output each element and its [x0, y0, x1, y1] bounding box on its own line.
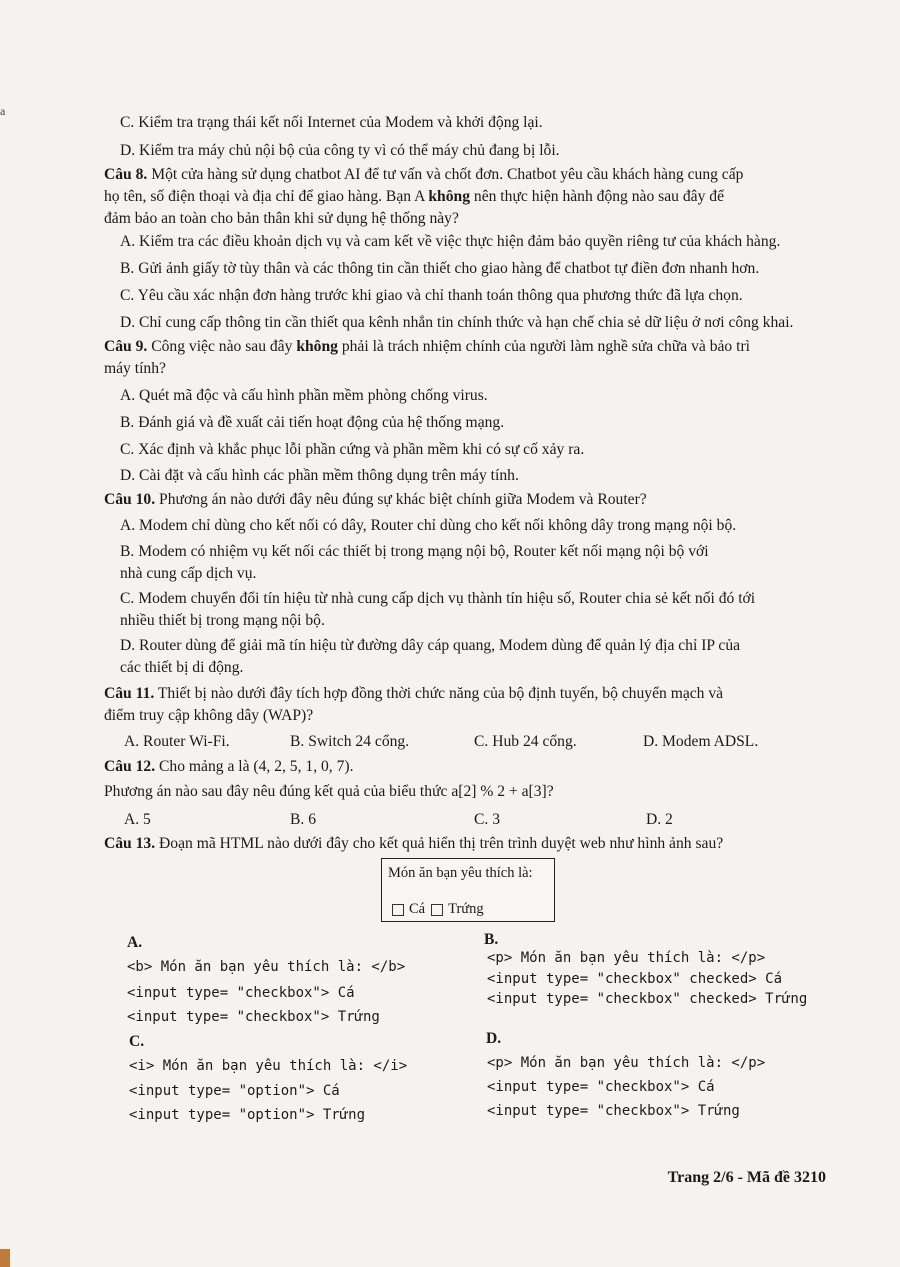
figure-option-2: Trứng: [448, 901, 484, 917]
q13-option-a-code-3: <input type= "checkbox"> Trứng: [127, 1009, 380, 1025]
q13-option-c-code-2: <input type= "option"> Cá: [129, 1083, 340, 1099]
q13-option-b-code-1: <p> Món ăn bạn yêu thích là: </p>: [487, 950, 766, 966]
q9-option-b: B. Đánh giá và đề xuất cải tiến hoạt động của hệ thống mạng.: [120, 414, 505, 431]
q13-option-c-code-1: <i> Món ăn bạn yêu thích là: </i>: [129, 1058, 408, 1074]
q8-label: Câu 8.: [104, 166, 148, 183]
q13-option-c-label: C.: [129, 1033, 145, 1050]
scan-edge-mark: [0, 1249, 10, 1267]
q13-option-a-label: A.: [127, 934, 143, 951]
q12-option-c: C. 3: [474, 811, 500, 828]
q11-stem-line1: Câu 11. Thiết bị nào dưới đây tích hợp đồng thời chức năng của bộ định tuyến, bộ chuyển mạch và: [104, 685, 724, 702]
q8-stem-line2: họ tên, số điện thoại và địa chỉ để giao hàng. Bạn A không nên thực hiện hành động nào sau đây để: [104, 188, 724, 205]
q10-stem: Câu 10. Phương án nào dưới đây nêu đúng sự khác biệt chính giữa Modem và Router?: [104, 491, 647, 508]
q13-browser-figure: [381, 858, 555, 922]
q12-stem-line1: Câu 12. Cho mảng a là (4, 2, 5, 1, 0, 7).: [104, 758, 354, 775]
q12-stem-line2: Phương án nào sau đây nêu đúng kết quả của biểu thức a[2] % 2 + a[3]?: [104, 783, 554, 800]
page-footer: Trang 2/6 - Mã đề 3210: [667, 1169, 826, 1186]
q8-option-a: A. Kiểm tra các điều khoản dịch vụ và cam kết về việc thực hiện đảm bảo quyền riêng tư của khách hàng.: [120, 233, 781, 250]
q10-option-c-line2: nhiều thiết bị trong mạng nội bộ.: [120, 612, 325, 629]
q8-option-d: D. Chỉ cung cấp thông tin cần thiết qua kênh nhắn tin chính thức và hạn chế chia sẻ dữ liệu ở nơi công khai.: [120, 314, 794, 331]
q9-option-c: C. Xác định và khắc phục lỗi phần cứng và phần mềm khi có sự cố xảy ra.: [120, 441, 585, 458]
q7-option-c: C. Kiểm tra trạng thái kết nối Internet của Modem và khởi động lại.: [120, 114, 543, 131]
q8-option-b: B. Gửi ảnh giấy tờ tùy thân và các thông tin cần thiết cho giao hàng để chatbot tự điền đơn nhanh hơn.: [120, 260, 760, 277]
figure-checkbox-row: [392, 901, 484, 918]
q11-option-b: B. Switch 24 cổng.: [290, 733, 410, 750]
q13-option-d-label: D.: [486, 1030, 502, 1047]
q10-option-c-line1: C. Modem chuyển đổi tín hiệu từ nhà cung cấp dịch vụ thành tín hiệu số, Router chia sẻ kết nối đó tới: [120, 590, 756, 607]
q12-option-b: B. 6: [290, 811, 316, 828]
q9-stem-line2: máy tính?: [104, 360, 166, 377]
q8-stem-line3: đảm bảo an toàn cho bản thân khi sử dụng hệ thống này?: [104, 210, 459, 227]
q9-option-d: D. Cài đặt và cấu hình các phần mềm thông dụng trên máy tính.: [120, 467, 519, 484]
q13-option-d-code-2: <input type= "checkbox"> Cá: [487, 1079, 715, 1095]
margin-scribble: a: [0, 104, 6, 118]
q13-option-b-code-2: <input type= "checkbox" checked> Cá: [487, 971, 783, 987]
q8-stem-line1: Câu 8. Một cửa hàng sử dụng chatbot AI để tư vấn và chốt đơn. Chatbot yêu cầu khách hàng cung cấp: [104, 166, 744, 183]
figure-title: Món ăn bạn yêu thích là:: [388, 865, 533, 881]
q13-option-b-label: B.: [484, 931, 499, 948]
q10-option-b-line2: nhà cung cấp dịch vụ.: [120, 565, 257, 582]
q13-option-b-code-3: <input type= "checkbox" checked> Trứng: [487, 991, 808, 1007]
q13-option-a-code-2: <input type= "checkbox"> Cá: [127, 985, 355, 1001]
q13-option-d-code-1: <p> Món ăn bạn yêu thích là: </p>: [487, 1055, 766, 1071]
q11-option-c: C. Hub 24 cổng.: [474, 733, 577, 750]
q10-option-a: A. Modem chỉ dùng cho kết nối có dây, Router chỉ dùng cho kết nối không dây trong mạng nội bộ.: [120, 517, 737, 534]
q11-option-d: D. Modem ADSL.: [643, 733, 759, 750]
q9-label: Câu 9.: [104, 338, 148, 355]
q10-option-b-line1: B. Modem có nhiệm vụ kết nối các thiết bị trong mạng nội bộ, Router kết nối mạng nội bộ với: [120, 543, 709, 560]
q13-option-c-code-3: <input type= "option"> Trứng: [129, 1107, 366, 1123]
q12-label: Câu 12.: [104, 758, 156, 775]
q13-option-d-code-3: <input type= "checkbox"> Trứng: [487, 1103, 740, 1119]
q12-option-d: D. 2: [646, 811, 673, 828]
q10-option-d-line2: các thiết bị di động.: [120, 659, 244, 676]
q11-label: Câu 11.: [104, 685, 155, 702]
q12-option-a: A. 5: [124, 811, 151, 828]
q9-option-a: A. Quét mã độc và cấu hình phần mềm phòng chống virus.: [120, 387, 488, 404]
q13-option-a-code-1: <b> Món ăn bạn yêu thích là: </b>: [127, 959, 406, 975]
q13-label: Câu 13.: [104, 835, 156, 852]
figure-option-1: Cá: [409, 901, 426, 917]
checkbox-icon: [392, 904, 404, 916]
q9-stem-line1: Câu 9. Công việc nào sau đây không phải là trách nhiệm chính của người làm nghề sửa chữa và bảo trì: [104, 338, 750, 355]
q11-option-a: A. Router Wi-Fi.: [124, 733, 230, 750]
q8-option-c: C. Yêu cầu xác nhận đơn hàng trước khi giao và chỉ thanh toán thông qua phương thức đã lựa chọn.: [120, 287, 743, 304]
q10-option-d-line1: D. Router dùng để giải mã tín hiệu từ đường dây cáp quang, Modem dùng để quản lý địa chỉ IP của: [120, 637, 741, 654]
q7-option-d: D. Kiểm tra máy chủ nội bộ của công ty vì có thể máy chủ đang bị lỗi.: [120, 142, 560, 159]
q11-stem-line2: điểm truy cập không dây (WAP)?: [104, 707, 314, 724]
q10-label: Câu 10.: [104, 491, 156, 508]
q13-stem: Câu 13. Đoạn mã HTML nào dưới đây cho kết quả hiển thị trên trình duyệt web như hình ảnh sau?: [104, 835, 724, 852]
checkbox-icon: [431, 904, 443, 916]
